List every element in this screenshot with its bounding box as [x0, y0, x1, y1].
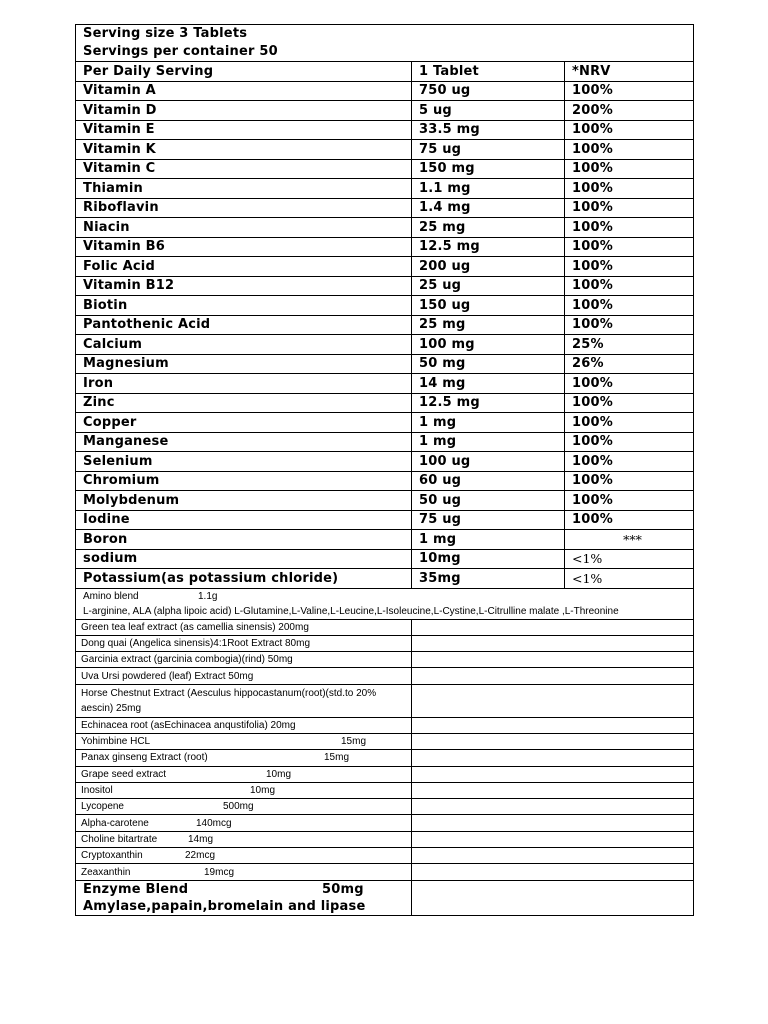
nutrient-amount: 5 ug — [412, 101, 565, 121]
extract-blank-cell — [412, 717, 694, 733]
extract-blank-cell — [412, 619, 694, 635]
extract-amount: 140mcg — [196, 817, 232, 829]
nutrient-name: Molybdenum — [76, 491, 412, 511]
nutrient-row — [76, 198, 694, 218]
nutrient-name: Iron — [76, 374, 412, 394]
nutrient-row — [76, 530, 694, 550]
extract-cell — [76, 733, 412, 749]
enzyme-blend-name: Enzyme Blend — [83, 881, 189, 897]
nutrient-name: Vitamin D — [76, 101, 412, 121]
enzyme-blend-heading — [83, 881, 411, 898]
nutrient-name: Chromium — [76, 471, 412, 491]
extract-row — [76, 799, 694, 815]
nutrient-row — [76, 101, 694, 121]
nutrient-amount: 60 ug — [412, 471, 565, 491]
nutrient-amount: 75 ug — [412, 510, 565, 530]
extract-cell — [76, 848, 412, 864]
nutrient-amount: 14 mg — [412, 374, 565, 394]
extract-name: Zeaxanthin — [81, 866, 131, 878]
nutrient-nrv: 100% — [565, 374, 694, 394]
nutrient-row — [76, 471, 694, 491]
enzyme-blend-details: Amylase,papain,bromelain and lipase — [83, 898, 366, 914]
extract-amount: 15mg — [341, 736, 367, 748]
extract-row — [76, 782, 694, 798]
extract-cell — [76, 635, 412, 651]
nutrient-amount: 35mg — [412, 569, 565, 589]
nutrient-name: Calcium — [76, 335, 412, 355]
nutrient-amount: 1 mg — [412, 413, 565, 433]
nutrient-nrv: 100% — [565, 198, 694, 218]
extract-amount: 19mcg — [204, 866, 235, 878]
extract-blank-cell — [412, 733, 694, 749]
amino-blend-details: L-arginine, ALA (alpha lipoic acid) L-Glutamine,L-Valine,L-Leucine,L-Isoleucine,L-Cystine,L-Citrulline malate ,L-Threonine — [83, 605, 619, 617]
nutrient-name: Copper — [76, 413, 412, 433]
column-header-amount: 1 Tablet — [412, 62, 565, 82]
amino-blend-heading — [83, 589, 693, 604]
extract-name: Green tea leaf extract (as camellia sinensis) 200mg — [81, 621, 309, 633]
nutrient-nrv: *** — [565, 530, 694, 550]
serving-header-row — [76, 25, 694, 62]
column-header-name: Per Daily Serving — [76, 62, 412, 82]
nutrient-amount: 50 ug — [412, 491, 565, 511]
nutrient-amount: 1 mg — [412, 530, 565, 550]
extract-row — [76, 635, 694, 651]
nutrient-nrv: 100% — [565, 296, 694, 316]
extract-amount: 500mg — [223, 801, 254, 813]
nutrient-amount: 1.4 mg — [412, 198, 565, 218]
nutrient-amount: 25 ug — [412, 276, 565, 296]
extract-blank-cell — [412, 750, 694, 766]
nutrient-row — [76, 569, 694, 589]
nutrient-amount: 150 mg — [412, 159, 565, 179]
extract-cell — [76, 652, 412, 668]
nutrient-nrv: 100% — [565, 257, 694, 277]
amino-blend-cell — [76, 588, 694, 619]
extract-row — [76, 766, 694, 782]
nutrient-nrv: 100% — [565, 471, 694, 491]
nutrient-amount: 150 ug — [412, 296, 565, 316]
nutrient-nrv: 100% — [565, 237, 694, 257]
nutrient-nrv: 100% — [565, 315, 694, 335]
nutrient-nrv: <1% — [565, 569, 694, 589]
nutrient-nrv: 100% — [565, 276, 694, 296]
extract-row — [76, 684, 694, 717]
nutrient-nrv: 100% — [565, 159, 694, 179]
nutrient-nrv: 100% — [565, 393, 694, 413]
extract-name: Lycopene — [81, 801, 124, 813]
nutrient-amount: 12.5 mg — [412, 393, 565, 413]
extract-blank-cell — [412, 864, 694, 880]
extract-name: Choline bitartrate — [81, 833, 158, 845]
nutrient-amount: 12.5 mg — [412, 237, 565, 257]
nutrient-row — [76, 452, 694, 472]
nutrient-row — [76, 374, 694, 394]
extract-amount: 22mcg — [185, 850, 216, 862]
nutrient-nrv: 100% — [565, 179, 694, 199]
nutrient-nrv: 100% — [565, 432, 694, 452]
extract-cell — [76, 782, 412, 798]
extract-cell — [76, 684, 412, 717]
nutrient-name: Zinc — [76, 393, 412, 413]
nutrient-name: Potassium(as potassium chloride) — [76, 569, 412, 589]
extract-row — [76, 848, 694, 864]
nutrient-nrv: <1% — [565, 549, 694, 569]
enzyme-blend-amount: 50mg — [322, 881, 364, 897]
supplement-facts-table — [75, 24, 694, 916]
nutrient-nrv: 100% — [565, 218, 694, 238]
nutrient-amount: 75 ug — [412, 140, 565, 160]
nutrient-row — [76, 237, 694, 257]
nutrient-name: Thiamin — [76, 179, 412, 199]
nutrient-name: Vitamin K — [76, 140, 412, 160]
nutrient-name: Riboflavin — [76, 198, 412, 218]
amino-blend-amount: 1.1g — [198, 590, 218, 602]
nutrient-row — [76, 120, 694, 140]
nutrient-row — [76, 179, 694, 199]
nutrient-nrv: 26% — [565, 354, 694, 374]
nutrient-amount: 200 ug — [412, 257, 565, 277]
enzyme-blank-cell — [412, 880, 694, 915]
extract-row — [76, 864, 694, 880]
extract-row — [76, 831, 694, 847]
extract-cell — [76, 717, 412, 733]
nutrient-name: Boron — [76, 530, 412, 550]
extract-cell — [76, 815, 412, 831]
extract-amount: 10mg — [266, 768, 292, 780]
extract-blank-cell — [412, 635, 694, 651]
nutrient-row — [76, 315, 694, 335]
nutrient-row — [76, 393, 694, 413]
nutrient-name: sodium — [76, 549, 412, 569]
nutrient-row — [76, 413, 694, 433]
extract-blank-cell — [412, 782, 694, 798]
extract-row — [76, 668, 694, 684]
extract-amount: 10mg — [250, 785, 276, 797]
enzyme-blend-cell — [76, 880, 412, 915]
nutrient-name: Iodine — [76, 510, 412, 530]
extract-blank-cell — [412, 799, 694, 815]
extract-amount: 15mg — [324, 752, 350, 764]
nutrient-name: Vitamin C — [76, 159, 412, 179]
extract-blank-cell — [412, 652, 694, 668]
extract-name: Echinacea root (asEchinacea anqustifolia) 20mg — [81, 719, 296, 731]
extract-name: Inositol — [81, 785, 113, 797]
extract-name: Uva Ursi powdered (leaf) Extract 50mg — [81, 670, 254, 682]
nutrient-nrv: 25% — [565, 335, 694, 355]
nutrient-name: Pantothenic Acid — [76, 315, 412, 335]
nutrient-amount: 1.1 mg — [412, 179, 565, 199]
extract-name: Garcinia extract (garcinia combogia)(rind) 50mg — [81, 654, 293, 666]
extract-blank-cell — [412, 684, 694, 717]
nutrient-name: Vitamin B12 — [76, 276, 412, 296]
extract-cell — [76, 864, 412, 880]
nutrient-nrv: 100% — [565, 81, 694, 101]
extract-cell — [76, 831, 412, 847]
nutrient-name: Vitamin E — [76, 120, 412, 140]
nutrient-amount: 100 mg — [412, 335, 565, 355]
nutrient-nrv: 100% — [565, 452, 694, 472]
extract-name: Dong quai (Angelica sinensis)4:1Root Extract 80mg — [81, 637, 311, 649]
nutrient-row — [76, 218, 694, 238]
extract-name: Panax ginseng Extract (root) — [81, 752, 208, 764]
extract-blank-cell — [412, 815, 694, 831]
nutrient-row — [76, 257, 694, 277]
nutrient-row — [76, 491, 694, 511]
nutrient-name: Vitamin B6 — [76, 237, 412, 257]
nutrient-nrv: 200% — [565, 101, 694, 121]
nutrient-amount: 33.5 mg — [412, 120, 565, 140]
enzyme-blend-row — [76, 880, 694, 915]
nutrient-amount: 50 mg — [412, 354, 565, 374]
nutrient-row — [76, 354, 694, 374]
nutrient-row — [76, 549, 694, 569]
serving-info-cell — [76, 25, 694, 62]
nutrient-row — [76, 335, 694, 355]
nutrient-row — [76, 296, 694, 316]
nutrient-row — [76, 81, 694, 101]
amino-blend-name: Amino blend — [83, 590, 139, 602]
nutrient-nrv: 100% — [565, 413, 694, 433]
nutrient-name: Selenium — [76, 452, 412, 472]
nutrient-name: Niacin — [76, 218, 412, 238]
nutrient-row — [76, 159, 694, 179]
extract-name: Alpha-carotene — [81, 817, 149, 829]
amino-blend-row — [76, 588, 694, 619]
extract-name: Cryptoxanthin — [81, 850, 143, 862]
extract-row — [76, 652, 694, 668]
extract-cell — [76, 668, 412, 684]
column-header-row — [76, 62, 694, 82]
serving-size: Serving size 3 Tablets — [83, 26, 248, 41]
nutrient-nrv: 100% — [565, 140, 694, 160]
nutrient-nrv: 100% — [565, 120, 694, 140]
extract-cell — [76, 750, 412, 766]
column-header-nrv: *NRV — [565, 62, 694, 82]
nutrient-nrv: 100% — [565, 510, 694, 530]
nutrient-name: Manganese — [76, 432, 412, 452]
nutrient-amount: 25 mg — [412, 315, 565, 335]
extract-name: Horse Chestnut Extract (Aesculus hippocastanum(root)(std.to 20% aescin) 25mg — [81, 687, 377, 714]
nutrient-name: Vitamin A — [76, 81, 412, 101]
nutrient-amount: 100 ug — [412, 452, 565, 472]
nutrient-amount: 750 ug — [412, 81, 565, 101]
extract-cell — [76, 619, 412, 635]
extract-name: Yohimbine HCL — [81, 736, 151, 748]
extract-name: Grape seed extract — [81, 768, 167, 780]
nutrient-nrv: 100% — [565, 491, 694, 511]
extract-row — [76, 717, 694, 733]
servings-per-container: Servings per container 50 — [83, 44, 278, 59]
extract-row — [76, 815, 694, 831]
extract-cell — [76, 766, 412, 782]
nutrient-row — [76, 510, 694, 530]
nutrient-amount: 25 mg — [412, 218, 565, 238]
nutrient-row — [76, 432, 694, 452]
extract-blank-cell — [412, 831, 694, 847]
extract-cell — [76, 799, 412, 815]
extract-blank-cell — [412, 766, 694, 782]
nutrient-name: Biotin — [76, 296, 412, 316]
extract-blank-cell — [412, 668, 694, 684]
nutrient-amount: 10mg — [412, 549, 565, 569]
nutrient-row — [76, 140, 694, 160]
nutrient-row — [76, 276, 694, 296]
extract-amount: 14mg — [188, 833, 214, 845]
extract-row — [76, 750, 694, 766]
nutrient-amount: 1 mg — [412, 432, 565, 452]
extract-row — [76, 619, 694, 635]
extract-blank-cell — [412, 848, 694, 864]
nutrient-name: Folic Acid — [76, 257, 412, 277]
extract-row — [76, 733, 694, 749]
nutrient-name: Magnesium — [76, 354, 412, 374]
